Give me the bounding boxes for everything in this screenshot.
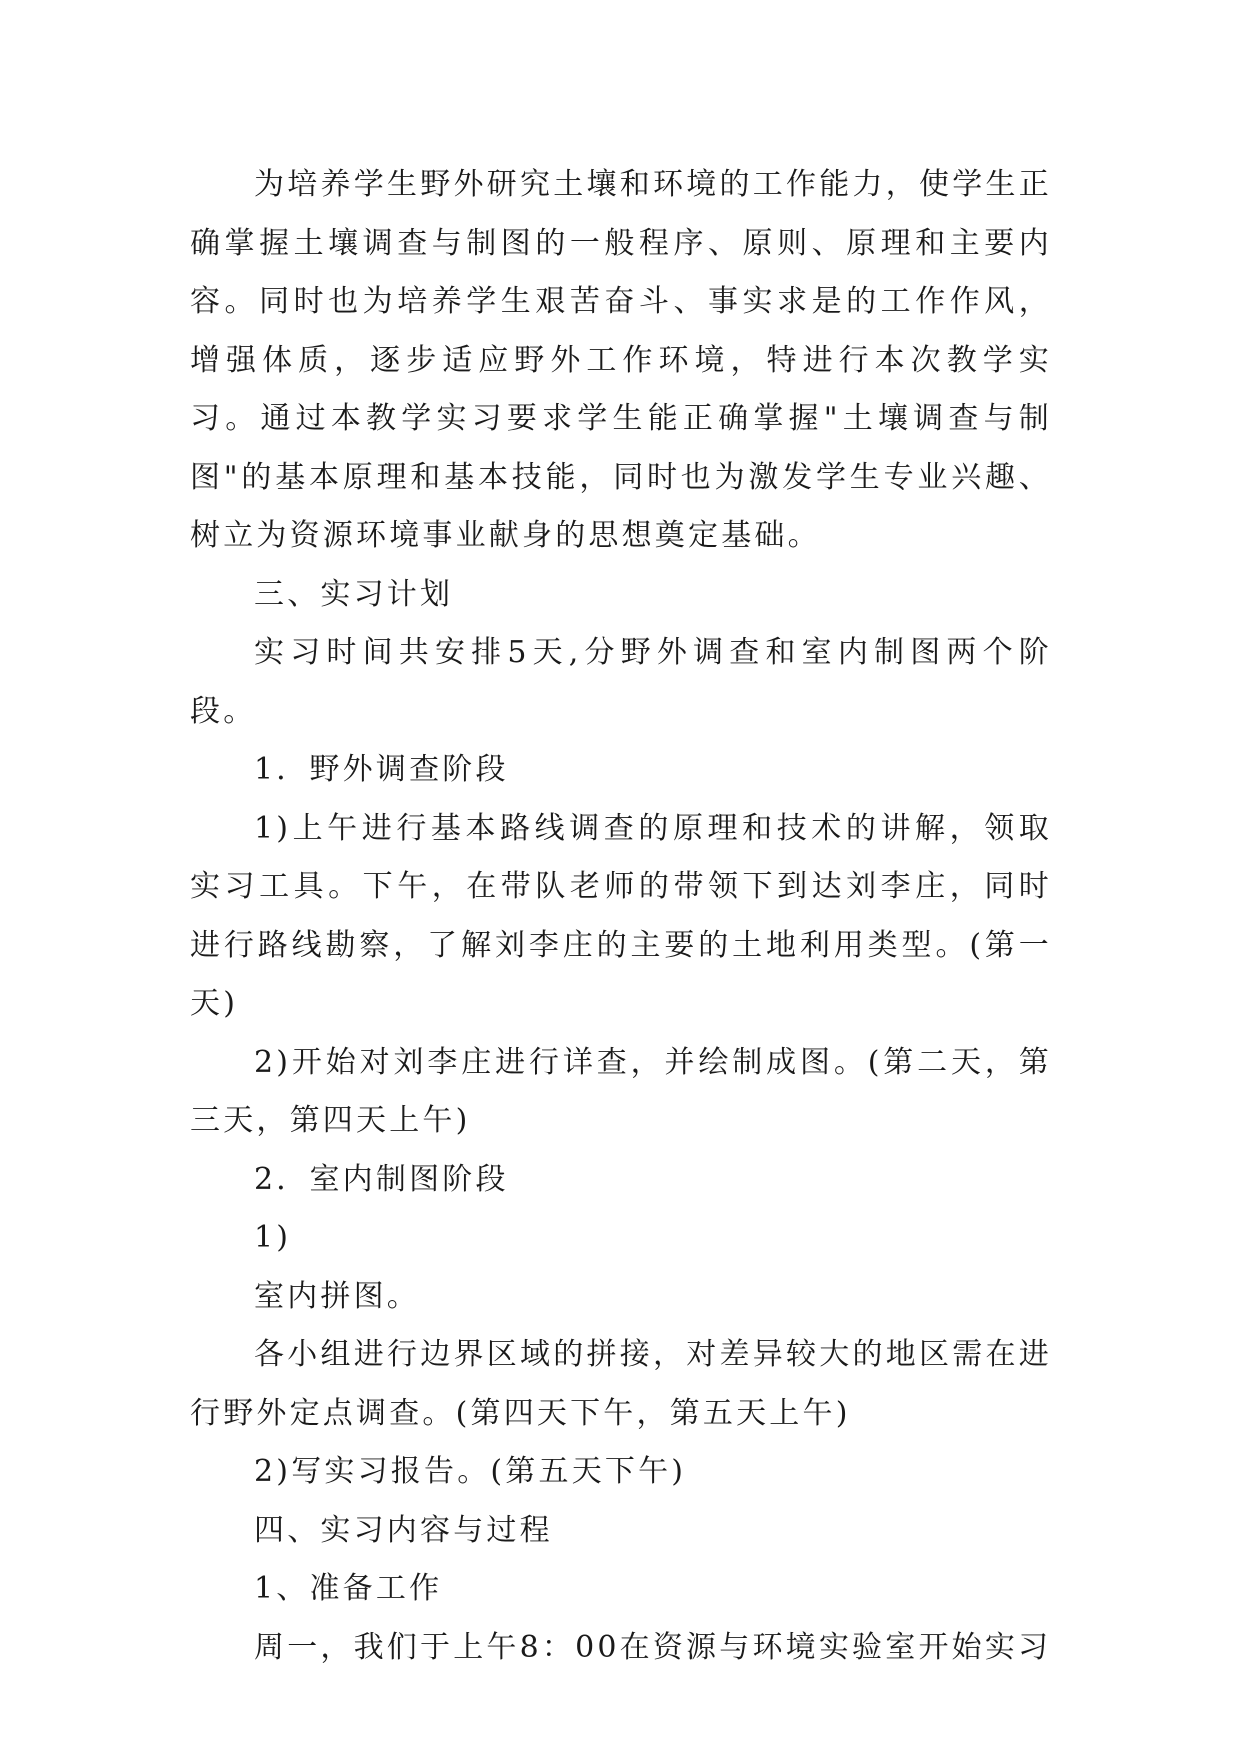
paragraph-field-day-one: 1)上午进行基本路线调查的原理和技术的讲解，领取实习工具。下午，在带队老师的带领下到达刘李庄，同时进行路线勘察，了解刘李庄的主要的土地利用类型。(第一天) [190,810,1052,1021]
heading-field-survey-stage: 1．野外调查阶段 [254,752,509,787]
list-marker-one: 1) [254,1220,292,1255]
paragraph-indoor-puzzle: 室内拼图。 [254,1278,420,1314]
document-body [190,156,1052,1677]
paragraph-boundary-joining: 各小组进行边界区域的拼接，对差异较大的地区需在进行野外定点调查。(第四天下午，第五天上午) [190,1337,1052,1431]
heading-practice-plan: 三、实习计划 [254,576,454,612]
heading-practice-content: 四、实习内容与过程 [254,1512,553,1548]
paragraph-purpose: 为培养学生野外研究土壤和环境的工作能力，使学生正确掌握土壤调查与制图的一般程序、原则、原理和主要内容。同时也为培养学生艰苦奋斗、事实求是的工作作风，增强体质，逐步适应野外工作环境，特进行本次教学实习。通过本教学实习要求学生能正确掌握"土壤调查与制图"的基本原理和基本技能，同时也为激发学生专业兴趣、树立为资源环境事业献身的思想奠定基础。 [190,167,1052,553]
paragraph-field-detail: 2)开始对刘李庄进行详查，并绘制成图。(第二天，第三天，第四天上午) [190,1044,1052,1138]
paragraph-report: 2)写实习报告。(第五天下午) [254,1454,687,1489]
heading-preparation: 1、准备工作 [254,1571,443,1606]
paragraph-monday: 周一，我们于上午8：00在资源与环境实验室开始实习 [254,1629,1052,1665]
heading-indoor-mapping-stage: 2．室内制图阶段 [254,1161,509,1197]
paragraph-schedule: 实习时间共安排5天,分野外调查和室内制图两个阶段。 [190,635,1052,729]
